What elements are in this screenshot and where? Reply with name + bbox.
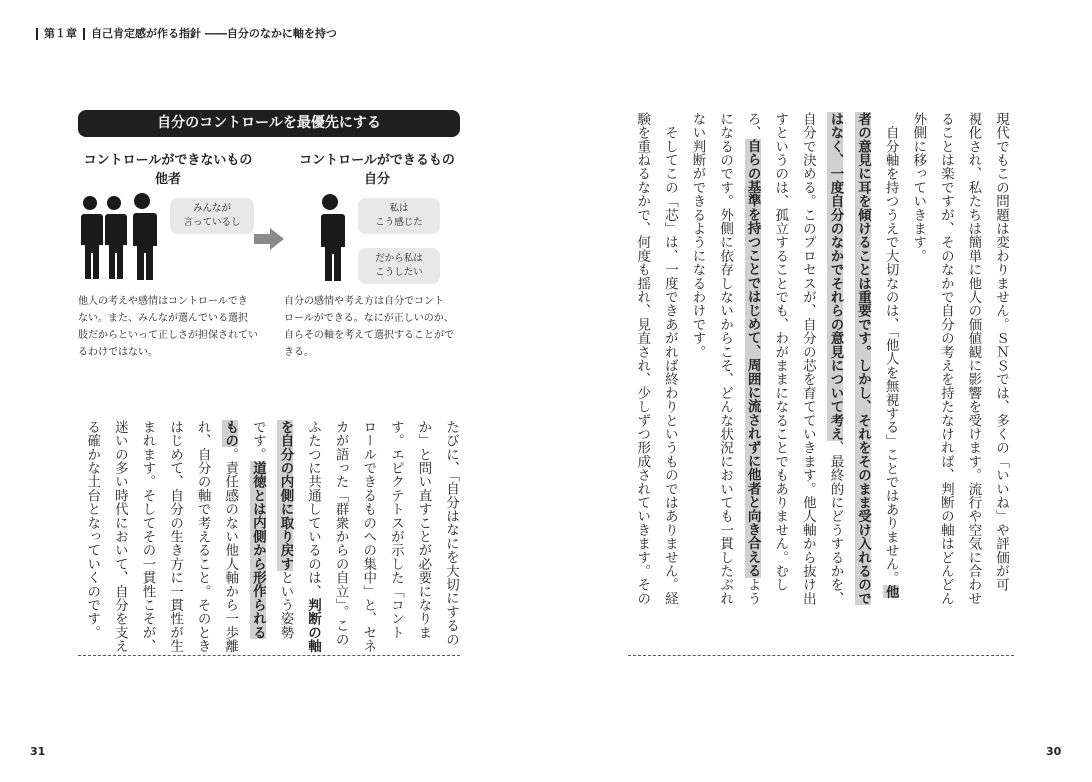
highlighted-text: を自分の内側に取り戻す [277, 420, 294, 571]
bubble-text: 言っているし [183, 217, 241, 228]
caption-line: 自らその軸を考えて選択することがで [284, 330, 454, 341]
header-bar [83, 28, 85, 40]
text-line [986, 112, 1014, 656]
text-line [959, 112, 987, 656]
speech-bubble-self-act [358, 248, 440, 284]
text-segment: まれます。そしてその一貫性こそが、 [139, 420, 156, 653]
caption-line: るわけではない。 [78, 347, 158, 358]
text-line [738, 112, 766, 656]
text-segment: すというのは、孤立することでも、わがままになることでもありません。むし [772, 112, 789, 592]
text-segment: か」と問い直すことが必要になりま [415, 420, 432, 640]
text-line [298, 420, 326, 656]
text-segment: ることは楽ですが、そのなかで自分の考えを持たなければ、判断の軸はどんどん [937, 112, 954, 606]
text-line [766, 112, 794, 656]
heading-self: 自分 [363, 172, 390, 187]
text-segment: たびに、「自分はなにを大切にするの [443, 420, 459, 647]
speech-bubble-others [170, 198, 254, 234]
text-segment: 自分で決める。このプロセスが、自分の芯を育てていきます。他人軸から抜け出 [799, 112, 816, 606]
text-line [188, 420, 216, 656]
running-header [30, 25, 337, 41]
text-segment: す。エピクテトスが示した「コント [387, 420, 404, 640]
caption-line: ロールができる。なにが正しいのか、 [284, 313, 454, 324]
bubble-text: みんなが [192, 203, 231, 214]
text-line [821, 112, 849, 656]
highlighted-text: 道徳とは内側から形作られる [249, 461, 266, 640]
text-segment: になるのです。外側に依存しないからこそ、どんな状況においても一貫したぶれ [717, 112, 734, 606]
text-segment: 判断の軸 [305, 598, 322, 653]
text-line [876, 112, 904, 656]
figure-title: 自分のコントロールを最優先にする [78, 110, 460, 137]
text-segment: 外側に移っていきます。 [910, 112, 927, 263]
page-number-right: 30 [1046, 745, 1062, 758]
text-segment: 験を重ねるなかで、何度も揺れ、見直され、少しずつ形成されていきます。その [634, 112, 651, 606]
text-line [710, 112, 738, 656]
text-line [436, 420, 464, 656]
text-line [628, 112, 656, 656]
bubble-text: こう感じた [375, 217, 423, 228]
text-line [216, 420, 244, 656]
text-segment: カが語った「群衆からの自立」。この [332, 420, 349, 647]
highlighted-text: もの [222, 420, 239, 448]
left-column-heading [72, 151, 264, 189]
text-segment: 。責任感のない他人軸から一歩離 [222, 447, 239, 653]
text-segment: 迷いの多い時代において、自分を支え [111, 420, 128, 653]
highlighted-text: 者の意見に耳を傾けることは重要です。しかし、それをそのまま受け入れるので [855, 112, 872, 606]
text-segment: 視化され、私たちは簡単に他人の価値観に影響を受けます。流行や空気に合わせ [965, 112, 982, 606]
speech-bubble-self-feel [358, 198, 440, 234]
chapter-title: 自己肯定感が作る指針 ――自分のなかに軸を持つ [91, 27, 337, 40]
text-segment: ロールできるものへの集中」と、セネ [360, 420, 377, 653]
text-line [655, 112, 683, 656]
text-line [381, 420, 409, 656]
text-segment: 現代でもこの問題は変わりません。ＳＮＳでは、多くの「いいね」や評価が可 [993, 112, 1009, 592]
heading-uncontrollable: コントロールができないもの [83, 153, 253, 168]
text-line [409, 420, 437, 656]
caption-self [284, 293, 474, 361]
highlighted-text: 他 [882, 584, 899, 599]
text-segment: という姿勢 [277, 570, 294, 640]
bottom-rule-right [628, 655, 1014, 656]
text-segment: 、最終的にどうするかを、 [827, 440, 844, 606]
text-line [78, 420, 106, 656]
caption-line: 他人の考えや感情はコントロールでき [78, 296, 248, 307]
caption-line: 肢だからといって正しさが担保されてい [78, 330, 258, 341]
caption-line: 自分の感情や考え方は自分でコント [284, 296, 444, 307]
text-line [931, 112, 959, 656]
text-line [848, 112, 876, 656]
bubble-text: 私は [389, 203, 409, 214]
text-line [133, 420, 161, 656]
text-segment: ろ、 [744, 112, 761, 140]
left-page-body [78, 420, 464, 656]
text-segment: そしてこの「芯」は、一度できあがれば終わりというものではありません。経 [661, 112, 678, 606]
header-bar [36, 28, 38, 40]
text-line [683, 112, 711, 656]
bottom-rule-left [78, 655, 460, 656]
text-segment: ない判断ができるようになるわけです。 [689, 112, 706, 359]
highlighted-text: はなく、一度自分のなかでそれらの意見について考え [827, 112, 844, 441]
chapter-label: 第１章 [44, 27, 77, 40]
text-line [354, 420, 382, 656]
bubble-text: だから私は [375, 253, 423, 264]
people-group-icon [76, 190, 166, 282]
text-line [243, 420, 271, 656]
bubble-text: こうしたい [375, 267, 423, 278]
text-segment: です。 [249, 420, 266, 462]
person-self-icon [310, 192, 350, 284]
text-segment: れ、自分の軸で考えること。そのとき [194, 420, 211, 653]
text-segment: よう [744, 577, 761, 606]
heading-controllable: コントロールができるもの [299, 153, 455, 168]
text-segment: 自分軸を持つうえで大切なのは、「他人を無視する」ことではありません。 [882, 112, 899, 585]
text-segment: ふたつに共通しているのは、 [305, 420, 322, 599]
highlighted-text: 自らの基準を持つことではじめて、周囲に流されずに他者と向き合える [744, 139, 761, 578]
page-number-left: 31 [30, 745, 46, 758]
text-line [271, 420, 299, 656]
text-line [160, 420, 188, 656]
caption-line: きる。 [284, 347, 314, 358]
heading-others: 他者 [154, 172, 181, 187]
right-page-body [628, 112, 1014, 656]
text-line [904, 112, 932, 656]
caption-others [78, 293, 268, 361]
text-segment: はじめて、自分の生き方に一貫性が生 [167, 420, 184, 653]
text-segment: る確かな土台となっていくのです。 [84, 420, 101, 640]
arrow-right-icon [254, 228, 284, 250]
text-line [793, 112, 821, 656]
caption-line: ない。また、みんなが選んでいる選択 [78, 313, 248, 324]
text-line [326, 420, 354, 656]
right-column-heading [282, 151, 472, 189]
text-line [105, 420, 133, 656]
